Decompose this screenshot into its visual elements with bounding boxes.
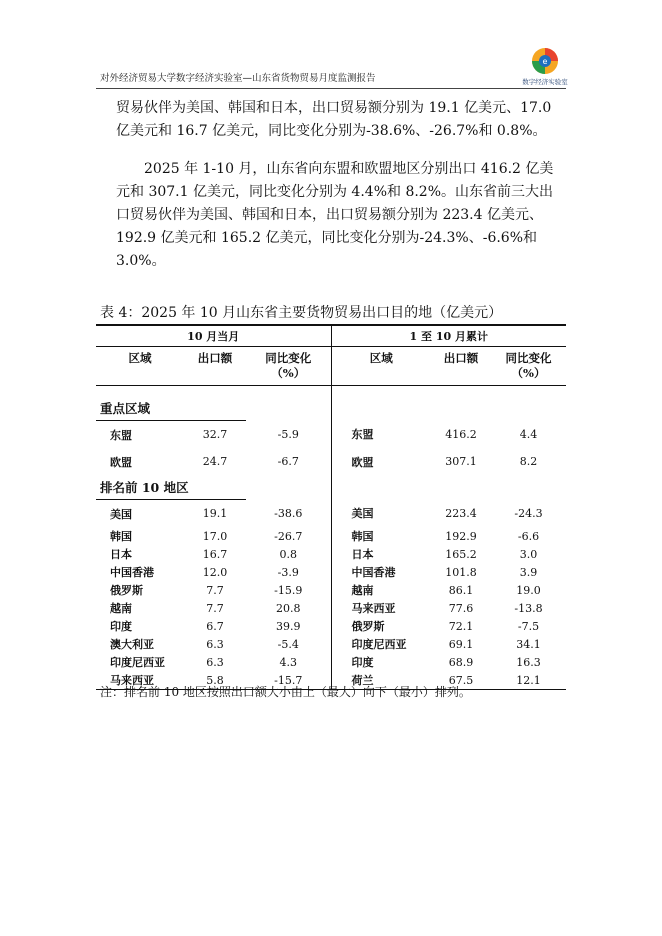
cell-export: 416.2 <box>445 427 477 441</box>
group-header-month: 10 月当月 <box>96 325 331 347</box>
cell-export: 192.9 <box>445 529 477 543</box>
cell-yoy: -5.9 <box>246 421 331 449</box>
cell-export: 16.7 <box>202 547 228 561</box>
header-title: 对外经济贸易大学数字经济实验室—山东省货物贸易月度监测报告 <box>100 73 376 84</box>
cell-export: 5.8 <box>184 671 246 690</box>
section-row-top10 <box>96 475 566 500</box>
cell-export: 72.1 <box>448 619 474 633</box>
cell-region: 俄罗斯 <box>351 620 385 633</box>
col-header-export: 出口额 <box>431 347 491 386</box>
cell-export: 12.0 <box>202 565 228 579</box>
col-header-region: 区域 <box>331 347 431 386</box>
cell-yoy: 4.3 <box>246 653 331 671</box>
table-row <box>96 527 566 545</box>
cell-region: 韩国 <box>110 530 132 543</box>
cell-yoy: 19.0 <box>516 583 541 597</box>
cell-region: 印度尼西亚 <box>351 638 407 651</box>
cell-export: 6.7 <box>206 619 224 633</box>
cell-yoy: 3.9 <box>519 565 538 579</box>
table-row <box>96 581 566 599</box>
table-row <box>96 500 566 528</box>
cell-region: 日本 <box>351 548 374 561</box>
table-row <box>96 563 566 581</box>
cell-export: 86.1 <box>448 583 474 597</box>
cell-export: 69.1 <box>448 637 474 651</box>
cell-yoy: -5.4 <box>246 635 331 653</box>
cell-export: 17.0 <box>202 529 228 543</box>
table-row <box>96 653 566 671</box>
cell-yoy: -6.7 <box>246 448 331 475</box>
cell-region: 越南 <box>351 584 374 597</box>
group-header-cumulative: 1 至 10 月累计 <box>331 325 566 347</box>
table-row <box>96 421 566 449</box>
cell-yoy: 8.2 <box>519 455 538 468</box>
cell-region: 韩国 <box>351 530 374 543</box>
lab-logo-icon <box>530 46 560 76</box>
cell-region: 欧盟 <box>110 455 132 469</box>
group-header-row <box>96 325 566 347</box>
cell-export: 101.8 <box>445 565 477 579</box>
table-row <box>96 617 566 635</box>
section-label-top10: 排名前 10 地区 <box>96 475 246 500</box>
cell-export: 165.2 <box>445 547 477 561</box>
cell-yoy: -6.6 <box>517 529 540 543</box>
paragraph-2: 2025 年 1-10 月，山东省向东盟和欧盟地区分别出口 416.2 亿美元和 307.1 亿美元，同比变化分别为 4.4%和 8.2%。山东省前三大出口贸易伙伴为美国、韩国和日本，出口贸易额分别为 223.4 亿美元、192.9 亿美元和 165.2 亿美元，同比变化分别为-24.3%、-6.6%和 3.0%。 <box>116 161 554 269</box>
col-header-region: 区域 <box>96 347 184 386</box>
cell-region: 印度 <box>351 656 374 669</box>
export-destination-table <box>96 324 566 690</box>
table-row <box>96 635 566 653</box>
cell-region: 越南 <box>110 602 132 615</box>
cell-region: 马来西亚 <box>96 671 184 690</box>
cell-region: 东盟 <box>110 428 132 442</box>
cell-export: 7.7 <box>206 583 224 597</box>
cell-region: 欧盟 <box>351 455 374 469</box>
cell-export: 6.3 <box>206 655 224 669</box>
cell-export: 24.7 <box>202 455 228 468</box>
cell-region: 马来西亚 <box>351 602 396 615</box>
cell-export: 7.7 <box>206 601 224 615</box>
page-header <box>96 44 566 89</box>
cell-export: 77.6 <box>448 601 474 615</box>
svg-text:e: e <box>542 57 548 66</box>
table-row <box>96 599 566 617</box>
cell-yoy: -24.3 <box>514 506 543 520</box>
cell-region: 俄罗斯 <box>110 584 143 597</box>
cell-export: 68.9 <box>448 655 474 669</box>
cell-yoy: -3.9 <box>246 563 331 581</box>
cell-region: 日本 <box>110 548 132 561</box>
cell-yoy: -7.5 <box>517 619 540 633</box>
cell-region: 印度尼西亚 <box>110 656 165 669</box>
cell-export: 67.5 <box>431 671 491 690</box>
cell-region: 印度 <box>110 620 132 633</box>
section-row-key-regions <box>96 396 566 421</box>
cell-export: 32.7 <box>202 428 228 441</box>
lab-logo <box>520 46 570 86</box>
cell-region: 中国香港 <box>351 566 396 579</box>
cell-yoy: 0.8 <box>246 545 331 563</box>
table-note: 注：排名前 10 地区按照出口额大小由上（最大）向下（最小）排列。 <box>100 685 471 699</box>
cell-yoy: 4.4 <box>519 427 538 441</box>
cell-yoy: 16.3 <box>516 655 541 669</box>
logo-text: 数字经济实验室 <box>522 78 568 86</box>
cell-region: 东盟 <box>351 428 374 442</box>
col-header-yoy: 同比变化 （%） <box>246 347 331 386</box>
cell-yoy: -26.7 <box>246 527 331 545</box>
cell-region: 中国香港 <box>110 566 154 579</box>
cell-export: 307.1 <box>445 455 477 468</box>
cell-yoy: 39.9 <box>246 617 331 635</box>
table-caption: 表 4：2025 年 10 月山东省主要货物贸易出口目的地（亿美元） <box>100 305 503 321</box>
section-label-key-regions: 重点区域 <box>96 396 246 421</box>
cell-yoy: 34.1 <box>516 637 541 651</box>
cell-region: 荷兰 <box>331 671 431 690</box>
table-row <box>96 545 566 563</box>
table-row <box>96 448 566 475</box>
cell-region: 美国 <box>351 507 374 521</box>
cell-yoy: -15.7 <box>246 671 331 690</box>
cell-yoy: 3.0 <box>519 547 538 561</box>
cell-export: 6.3 <box>206 637 224 651</box>
cell-yoy: -38.6 <box>246 500 331 528</box>
cell-yoy: 12.1 <box>491 671 566 690</box>
cell-region: 澳大利亚 <box>110 638 154 651</box>
cell-yoy: -15.9 <box>246 581 331 599</box>
col-header-yoy: 同比变化 （%） <box>491 347 566 386</box>
cell-export: 223.4 <box>445 506 477 520</box>
paragraph-1: 贸易伙伴为美国、韩国和日本，出口贸易额分别为 19.1 亿美元、17.0 亿美元和 16.7 亿美元，同比变化分别为-38.6%、-26.7%和 0.8%。 <box>116 100 552 139</box>
cell-export: 19.1 <box>202 507 228 520</box>
col-header-export: 出口额 <box>184 347 246 386</box>
cell-yoy: 20.8 <box>246 599 331 617</box>
column-header-row <box>96 347 566 386</box>
cell-region: 美国 <box>110 507 132 521</box>
cell-yoy: -13.8 <box>514 601 543 615</box>
